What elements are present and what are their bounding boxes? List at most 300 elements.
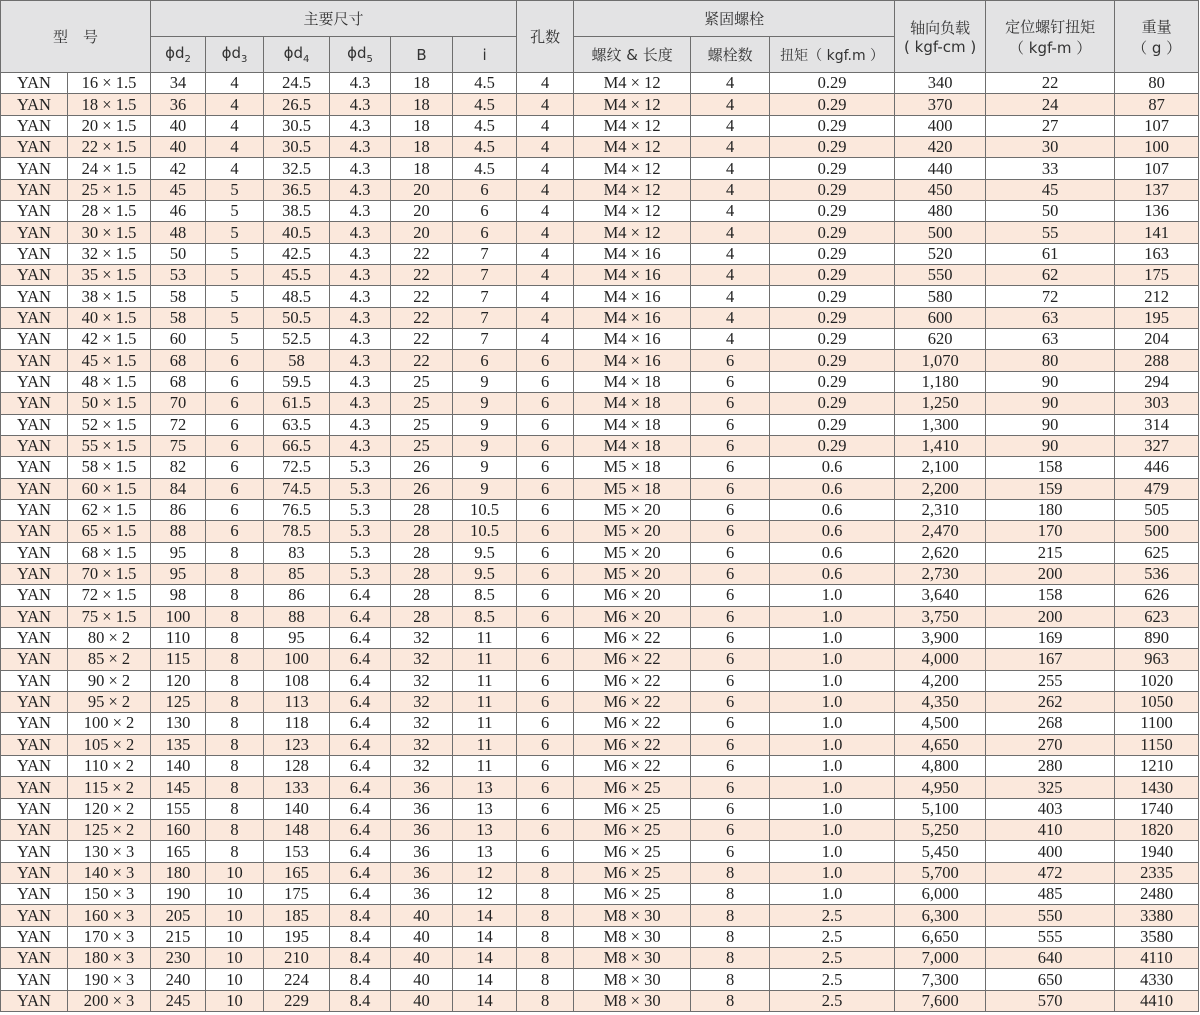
cell-torque: 0.29 xyxy=(770,307,895,328)
cell-d5: 6.4 xyxy=(330,670,391,691)
cell-d2: 40 xyxy=(151,115,206,136)
cell-i: 6 xyxy=(453,201,517,222)
cell-axial-load: 5,450 xyxy=(895,841,986,862)
cell-model-prefix: YAN xyxy=(1,884,68,905)
cell-d4: 58 xyxy=(264,350,330,371)
cell-weight: 1050 xyxy=(1115,691,1199,712)
cell-d5: 4.3 xyxy=(330,137,391,158)
cell-axial-load: 1,070 xyxy=(895,350,986,371)
cell-model-size: 22 × 1.5 xyxy=(68,137,151,158)
cell-i: 14 xyxy=(453,990,517,1011)
cell-weight: 505 xyxy=(1115,499,1199,520)
cell-bolt-count: 6 xyxy=(691,606,770,627)
cell-axial-load: 5,700 xyxy=(895,862,986,883)
cell-d5: 6.4 xyxy=(330,862,391,883)
cell-d2: 110 xyxy=(151,627,206,648)
cell-model-size: 130 × 3 xyxy=(68,841,151,862)
cell-thread-length: M6 × 25 xyxy=(574,841,691,862)
cell-holes: 8 xyxy=(517,969,574,990)
cell-axial-load: 4,350 xyxy=(895,691,986,712)
cell-thread-length: M4 × 12 xyxy=(574,94,691,115)
cell-set-screw-torque: 72 xyxy=(986,286,1115,307)
cell-weight: 1100 xyxy=(1115,713,1199,734)
table-row xyxy=(1,115,1199,136)
cell-torque: 0.29 xyxy=(770,94,895,115)
cell-axial-load: 480 xyxy=(895,201,986,222)
cell-torque: 1.0 xyxy=(770,734,895,755)
cell-model-prefix: YAN xyxy=(1,158,68,179)
cell-thread-length: M6 × 20 xyxy=(574,606,691,627)
cell-d2: 215 xyxy=(151,926,206,947)
cell-model-size: 95 × 2 xyxy=(68,691,151,712)
cell-set-screw-torque: 570 xyxy=(986,990,1115,1011)
cell-set-screw-torque: 63 xyxy=(986,307,1115,328)
cell-weight: 212 xyxy=(1115,286,1199,307)
cell-model-prefix: YAN xyxy=(1,627,68,648)
cell-i: 4.5 xyxy=(453,73,517,94)
cell-holes: 8 xyxy=(517,905,574,926)
header-b: B xyxy=(391,37,453,73)
cell-d2: 68 xyxy=(151,350,206,371)
cell-bolt-count: 6 xyxy=(691,478,770,499)
header-d3-sub: 3 xyxy=(241,54,248,65)
cell-torque: 1.0 xyxy=(770,585,895,606)
cell-i: 7 xyxy=(453,243,517,264)
cell-d2: 120 xyxy=(151,670,206,691)
table-row xyxy=(1,670,1199,691)
cell-model-prefix: YAN xyxy=(1,307,68,328)
cell-d4: 50.5 xyxy=(264,307,330,328)
cell-d4: 61.5 xyxy=(264,393,330,414)
cell-holes: 6 xyxy=(517,691,574,712)
cell-b: 36 xyxy=(391,841,453,862)
cell-model-prefix: YAN xyxy=(1,798,68,819)
cell-i: 14 xyxy=(453,905,517,926)
cell-axial-load: 2,730 xyxy=(895,563,986,584)
cell-i: 11 xyxy=(453,649,517,670)
cell-torque: 1.0 xyxy=(770,606,895,627)
cell-d3: 5 xyxy=(206,307,264,328)
cell-weight: 175 xyxy=(1115,265,1199,286)
cell-b: 40 xyxy=(391,969,453,990)
table-row xyxy=(1,521,1199,542)
cell-model-prefix: YAN xyxy=(1,286,68,307)
cell-weight: 3380 xyxy=(1115,905,1199,926)
cell-bolt-count: 4 xyxy=(691,94,770,115)
cell-weight: 2335 xyxy=(1115,862,1199,883)
cell-bolt-count: 4 xyxy=(691,158,770,179)
cell-thread-length: M6 × 25 xyxy=(574,820,691,841)
table-row xyxy=(1,713,1199,734)
cell-thread-length: M4 × 18 xyxy=(574,393,691,414)
cell-d4: 48.5 xyxy=(264,286,330,307)
cell-set-screw-torque: 325 xyxy=(986,777,1115,798)
cell-weight: 623 xyxy=(1115,606,1199,627)
header-thread-length: 螺纹 & 长度 xyxy=(574,37,691,73)
cell-bolt-count: 6 xyxy=(691,457,770,478)
cell-set-screw-torque: 30 xyxy=(986,137,1115,158)
cell-thread-length: M6 × 20 xyxy=(574,585,691,606)
cell-torque: 0.6 xyxy=(770,542,895,563)
cell-d5: 4.3 xyxy=(330,201,391,222)
cell-model-size: 65 × 1.5 xyxy=(68,521,151,542)
cell-axial-load: 4,500 xyxy=(895,713,986,734)
cell-d4: 88 xyxy=(264,606,330,627)
cell-d4: 59.5 xyxy=(264,371,330,392)
cell-d3: 6 xyxy=(206,478,264,499)
cell-d4: 63.5 xyxy=(264,414,330,435)
header-weight-unit: （ g ） xyxy=(1132,38,1182,57)
cell-thread-length: M5 × 20 xyxy=(574,542,691,563)
cell-d5: 5.3 xyxy=(330,499,391,520)
cell-b: 25 xyxy=(391,393,453,414)
cell-thread-length: M6 × 25 xyxy=(574,862,691,883)
cell-holes: 6 xyxy=(517,841,574,862)
cell-holes: 6 xyxy=(517,777,574,798)
cell-torque: 1.0 xyxy=(770,798,895,819)
cell-bolt-count: 6 xyxy=(691,691,770,712)
cell-d5: 6.4 xyxy=(330,820,391,841)
cell-axial-load: 4,650 xyxy=(895,734,986,755)
cell-weight: 141 xyxy=(1115,222,1199,243)
cell-thread-length: M8 × 30 xyxy=(574,990,691,1011)
cell-d2: 100 xyxy=(151,606,206,627)
header-set-screw-torque-label: 定位螺钉扭矩 xyxy=(1005,17,1096,36)
cell-set-screw-torque: 200 xyxy=(986,563,1115,584)
cell-d2: 165 xyxy=(151,841,206,862)
cell-d2: 180 xyxy=(151,862,206,883)
cell-b: 32 xyxy=(391,627,453,648)
cell-holes: 6 xyxy=(517,542,574,563)
table-row xyxy=(1,435,1199,456)
cell-d5: 6.4 xyxy=(330,691,391,712)
cell-axial-load: 3,750 xyxy=(895,606,986,627)
cell-thread-length: M6 × 25 xyxy=(574,884,691,905)
cell-axial-load: 4,950 xyxy=(895,777,986,798)
cell-i: 13 xyxy=(453,777,517,798)
cell-d3: 5 xyxy=(206,179,264,200)
cell-bolt-count: 4 xyxy=(691,115,770,136)
cell-d3: 10 xyxy=(206,862,264,883)
cell-i: 14 xyxy=(453,969,517,990)
cell-i: 12 xyxy=(453,884,517,905)
cell-axial-load: 450 xyxy=(895,179,986,200)
table-row xyxy=(1,585,1199,606)
cell-thread-length: M8 × 30 xyxy=(574,969,691,990)
header-main-dims: 主要尺寸 xyxy=(151,1,517,37)
cell-d2: 95 xyxy=(151,563,206,584)
cell-torque: 2.5 xyxy=(770,948,895,969)
cell-d2: 36 xyxy=(151,94,206,115)
cell-bolt-count: 6 xyxy=(691,756,770,777)
cell-d4: 85 xyxy=(264,563,330,584)
cell-b: 40 xyxy=(391,905,453,926)
cell-b: 28 xyxy=(391,563,453,584)
cell-set-screw-torque: 167 xyxy=(986,649,1115,670)
cell-b: 36 xyxy=(391,820,453,841)
cell-torque: 1.0 xyxy=(770,670,895,691)
cell-d4: 148 xyxy=(264,820,330,841)
cell-d4: 78.5 xyxy=(264,521,330,542)
cell-b: 32 xyxy=(391,734,453,755)
cell-axial-load: 500 xyxy=(895,222,986,243)
cell-d5: 4.3 xyxy=(330,222,391,243)
cell-torque: 0.29 xyxy=(770,137,895,158)
cell-holes: 6 xyxy=(517,627,574,648)
cell-b: 18 xyxy=(391,73,453,94)
cell-bolt-count: 6 xyxy=(691,798,770,819)
cell-axial-load: 1,250 xyxy=(895,393,986,414)
table-row xyxy=(1,286,1199,307)
cell-b: 20 xyxy=(391,201,453,222)
cell-torque: 2.5 xyxy=(770,926,895,947)
cell-b: 18 xyxy=(391,158,453,179)
cell-d2: 53 xyxy=(151,265,206,286)
cell-torque: 0.29 xyxy=(770,435,895,456)
cell-model-size: 170 × 3 xyxy=(68,926,151,947)
cell-bolt-count: 4 xyxy=(691,286,770,307)
cell-d3: 8 xyxy=(206,649,264,670)
cell-i: 12 xyxy=(453,862,517,883)
cell-d3: 10 xyxy=(206,969,264,990)
cell-d4: 52.5 xyxy=(264,329,330,350)
cell-d4: 165 xyxy=(264,862,330,883)
header-holes: 孔数 xyxy=(517,1,574,73)
cell-model-prefix: YAN xyxy=(1,606,68,627)
cell-weight: 1430 xyxy=(1115,777,1199,798)
cell-d3: 6 xyxy=(206,457,264,478)
cell-bolt-count: 6 xyxy=(691,542,770,563)
table-row xyxy=(1,94,1199,115)
cell-d4: 74.5 xyxy=(264,478,330,499)
cell-d5: 8.4 xyxy=(330,905,391,926)
cell-d3: 10 xyxy=(206,905,264,926)
table-row xyxy=(1,606,1199,627)
cell-d2: 48 xyxy=(151,222,206,243)
cell-weight: 4110 xyxy=(1115,948,1199,969)
cell-holes: 4 xyxy=(517,243,574,264)
header-model: 型 号 xyxy=(1,1,151,73)
cell-set-screw-torque: 27 xyxy=(986,115,1115,136)
cell-i: 11 xyxy=(453,734,517,755)
header-set-screw-torque xyxy=(986,1,1115,73)
cell-d2: 60 xyxy=(151,329,206,350)
table-row xyxy=(1,499,1199,520)
cell-set-screw-torque: 170 xyxy=(986,521,1115,542)
cell-d4: 30.5 xyxy=(264,115,330,136)
cell-i: 9 xyxy=(453,393,517,414)
cell-bolt-count: 6 xyxy=(691,841,770,862)
cell-set-screw-torque: 90 xyxy=(986,435,1115,456)
cell-set-screw-torque: 270 xyxy=(986,734,1115,755)
cell-bolt-count: 6 xyxy=(691,585,770,606)
cell-torque: 1.0 xyxy=(770,691,895,712)
cell-weight: 890 xyxy=(1115,627,1199,648)
cell-i: 13 xyxy=(453,841,517,862)
cell-d3: 5 xyxy=(206,286,264,307)
cell-holes: 6 xyxy=(517,478,574,499)
cell-weight: 1820 xyxy=(1115,820,1199,841)
cell-holes: 6 xyxy=(517,734,574,755)
cell-d5: 5.3 xyxy=(330,563,391,584)
cell-bolt-count: 8 xyxy=(691,948,770,969)
table-row xyxy=(1,841,1199,862)
cell-d5: 6.4 xyxy=(330,798,391,819)
cell-torque: 0.6 xyxy=(770,478,895,499)
cell-model-prefix: YAN xyxy=(1,521,68,542)
cell-bolt-count: 8 xyxy=(691,969,770,990)
cell-d5: 8.4 xyxy=(330,926,391,947)
cell-b: 36 xyxy=(391,777,453,798)
cell-i: 9.5 xyxy=(453,563,517,584)
cell-d5: 5.3 xyxy=(330,542,391,563)
cell-d2: 34 xyxy=(151,73,206,94)
table-row xyxy=(1,884,1199,905)
cell-set-screw-torque: 280 xyxy=(986,756,1115,777)
cell-d5: 5.3 xyxy=(330,478,391,499)
cell-model-size: 150 × 3 xyxy=(68,884,151,905)
cell-thread-length: M6 × 22 xyxy=(574,713,691,734)
cell-holes: 8 xyxy=(517,884,574,905)
table-row xyxy=(1,243,1199,264)
cell-bolt-count: 6 xyxy=(691,393,770,414)
cell-thread-length: M6 × 22 xyxy=(574,670,691,691)
table-row xyxy=(1,307,1199,328)
cell-holes: 6 xyxy=(517,713,574,734)
cell-d4: 123 xyxy=(264,734,330,755)
cell-d5: 4.3 xyxy=(330,115,391,136)
cell-model-size: 105 × 2 xyxy=(68,734,151,755)
cell-b: 28 xyxy=(391,521,453,542)
cell-b: 22 xyxy=(391,350,453,371)
cell-thread-length: M4 × 16 xyxy=(574,350,691,371)
cell-axial-load: 5,250 xyxy=(895,820,986,841)
cell-model-size: 62 × 1.5 xyxy=(68,499,151,520)
table-row xyxy=(1,265,1199,286)
cell-model-size: 160 × 3 xyxy=(68,905,151,926)
cell-b: 25 xyxy=(391,414,453,435)
cell-d5: 5.3 xyxy=(330,457,391,478)
cell-model-size: 18 × 1.5 xyxy=(68,94,151,115)
cell-model-size: 24 × 1.5 xyxy=(68,158,151,179)
header-axial-load-unit: ( kgf-cm ) xyxy=(904,38,977,56)
cell-d4: 224 xyxy=(264,969,330,990)
cell-b: 40 xyxy=(391,948,453,969)
cell-model-prefix: YAN xyxy=(1,94,68,115)
cell-torque: 1.0 xyxy=(770,649,895,670)
cell-bolt-count: 6 xyxy=(691,734,770,755)
cell-torque: 0.6 xyxy=(770,521,895,542)
cell-bolt-count: 4 xyxy=(691,307,770,328)
cell-bolt-count: 6 xyxy=(691,521,770,542)
cell-model-size: 140 × 3 xyxy=(68,862,151,883)
cell-axial-load: 1,410 xyxy=(895,435,986,456)
cell-thread-length: M5 × 20 xyxy=(574,521,691,542)
cell-holes: 6 xyxy=(517,563,574,584)
cell-d3: 6 xyxy=(206,350,264,371)
table-row xyxy=(1,201,1199,222)
cell-bolt-count: 8 xyxy=(691,905,770,926)
cell-holes: 4 xyxy=(517,73,574,94)
cell-d2: 95 xyxy=(151,542,206,563)
cell-i: 7 xyxy=(453,307,517,328)
cell-model-size: 90 × 2 xyxy=(68,670,151,691)
cell-i: 9 xyxy=(453,435,517,456)
header-d5 xyxy=(330,37,391,73)
cell-b: 25 xyxy=(391,371,453,392)
cell-d5: 4.3 xyxy=(330,371,391,392)
cell-d4: 86 xyxy=(264,585,330,606)
cell-weight: 4330 xyxy=(1115,969,1199,990)
cell-d3: 8 xyxy=(206,777,264,798)
cell-bolt-count: 4 xyxy=(691,329,770,350)
cell-holes: 4 xyxy=(517,137,574,158)
cell-model-size: 68 × 1.5 xyxy=(68,542,151,563)
cell-set-screw-torque: 169 xyxy=(986,627,1115,648)
cell-d2: 98 xyxy=(151,585,206,606)
cell-bolt-count: 6 xyxy=(691,435,770,456)
cell-thread-length: M4 × 12 xyxy=(574,73,691,94)
cell-d5: 6.4 xyxy=(330,649,391,670)
cell-d3: 4 xyxy=(206,158,264,179)
cell-torque: 0.29 xyxy=(770,201,895,222)
cell-axial-load: 6,650 xyxy=(895,926,986,947)
cell-d2: 86 xyxy=(151,499,206,520)
cell-thread-length: M8 × 30 xyxy=(574,948,691,969)
cell-weight: 1210 xyxy=(1115,756,1199,777)
cell-model-prefix: YAN xyxy=(1,115,68,136)
cell-model-prefix: YAN xyxy=(1,201,68,222)
cell-d3: 6 xyxy=(206,499,264,520)
table-header xyxy=(1,1,1199,73)
cell-d4: 229 xyxy=(264,990,330,1011)
cell-thread-length: M6 × 25 xyxy=(574,798,691,819)
cell-axial-load: 5,100 xyxy=(895,798,986,819)
cell-weight: 1740 xyxy=(1115,798,1199,819)
cell-torque: 0.29 xyxy=(770,158,895,179)
cell-weight: 479 xyxy=(1115,478,1199,499)
cell-d2: 58 xyxy=(151,307,206,328)
cell-b: 22 xyxy=(391,265,453,286)
cell-d4: 100 xyxy=(264,649,330,670)
cell-d4: 40.5 xyxy=(264,222,330,243)
cell-thread-length: M4 × 12 xyxy=(574,201,691,222)
cell-d3: 6 xyxy=(206,393,264,414)
cell-torque: 1.0 xyxy=(770,884,895,905)
cell-d5: 6.4 xyxy=(330,841,391,862)
cell-model-size: 60 × 1.5 xyxy=(68,478,151,499)
cell-model-prefix: YAN xyxy=(1,905,68,926)
cell-axial-load: 7,600 xyxy=(895,990,986,1011)
cell-d3: 8 xyxy=(206,691,264,712)
cell-model-size: 20 × 1.5 xyxy=(68,115,151,136)
cell-weight: 204 xyxy=(1115,329,1199,350)
cell-b: 22 xyxy=(391,307,453,328)
cell-d2: 145 xyxy=(151,777,206,798)
cell-d3: 6 xyxy=(206,435,264,456)
cell-torque: 0.29 xyxy=(770,243,895,264)
cell-d5: 8.4 xyxy=(330,948,391,969)
cell-i: 11 xyxy=(453,713,517,734)
cell-d3: 5 xyxy=(206,329,264,350)
cell-d4: 45.5 xyxy=(264,265,330,286)
header-weight-label: 重量 xyxy=(1141,17,1172,36)
cell-axial-load: 2,310 xyxy=(895,499,986,520)
cell-bolt-count: 8 xyxy=(691,990,770,1011)
cell-model-size: 38 × 1.5 xyxy=(68,286,151,307)
cell-set-screw-torque: 33 xyxy=(986,158,1115,179)
cell-d4: 24.5 xyxy=(264,73,330,94)
